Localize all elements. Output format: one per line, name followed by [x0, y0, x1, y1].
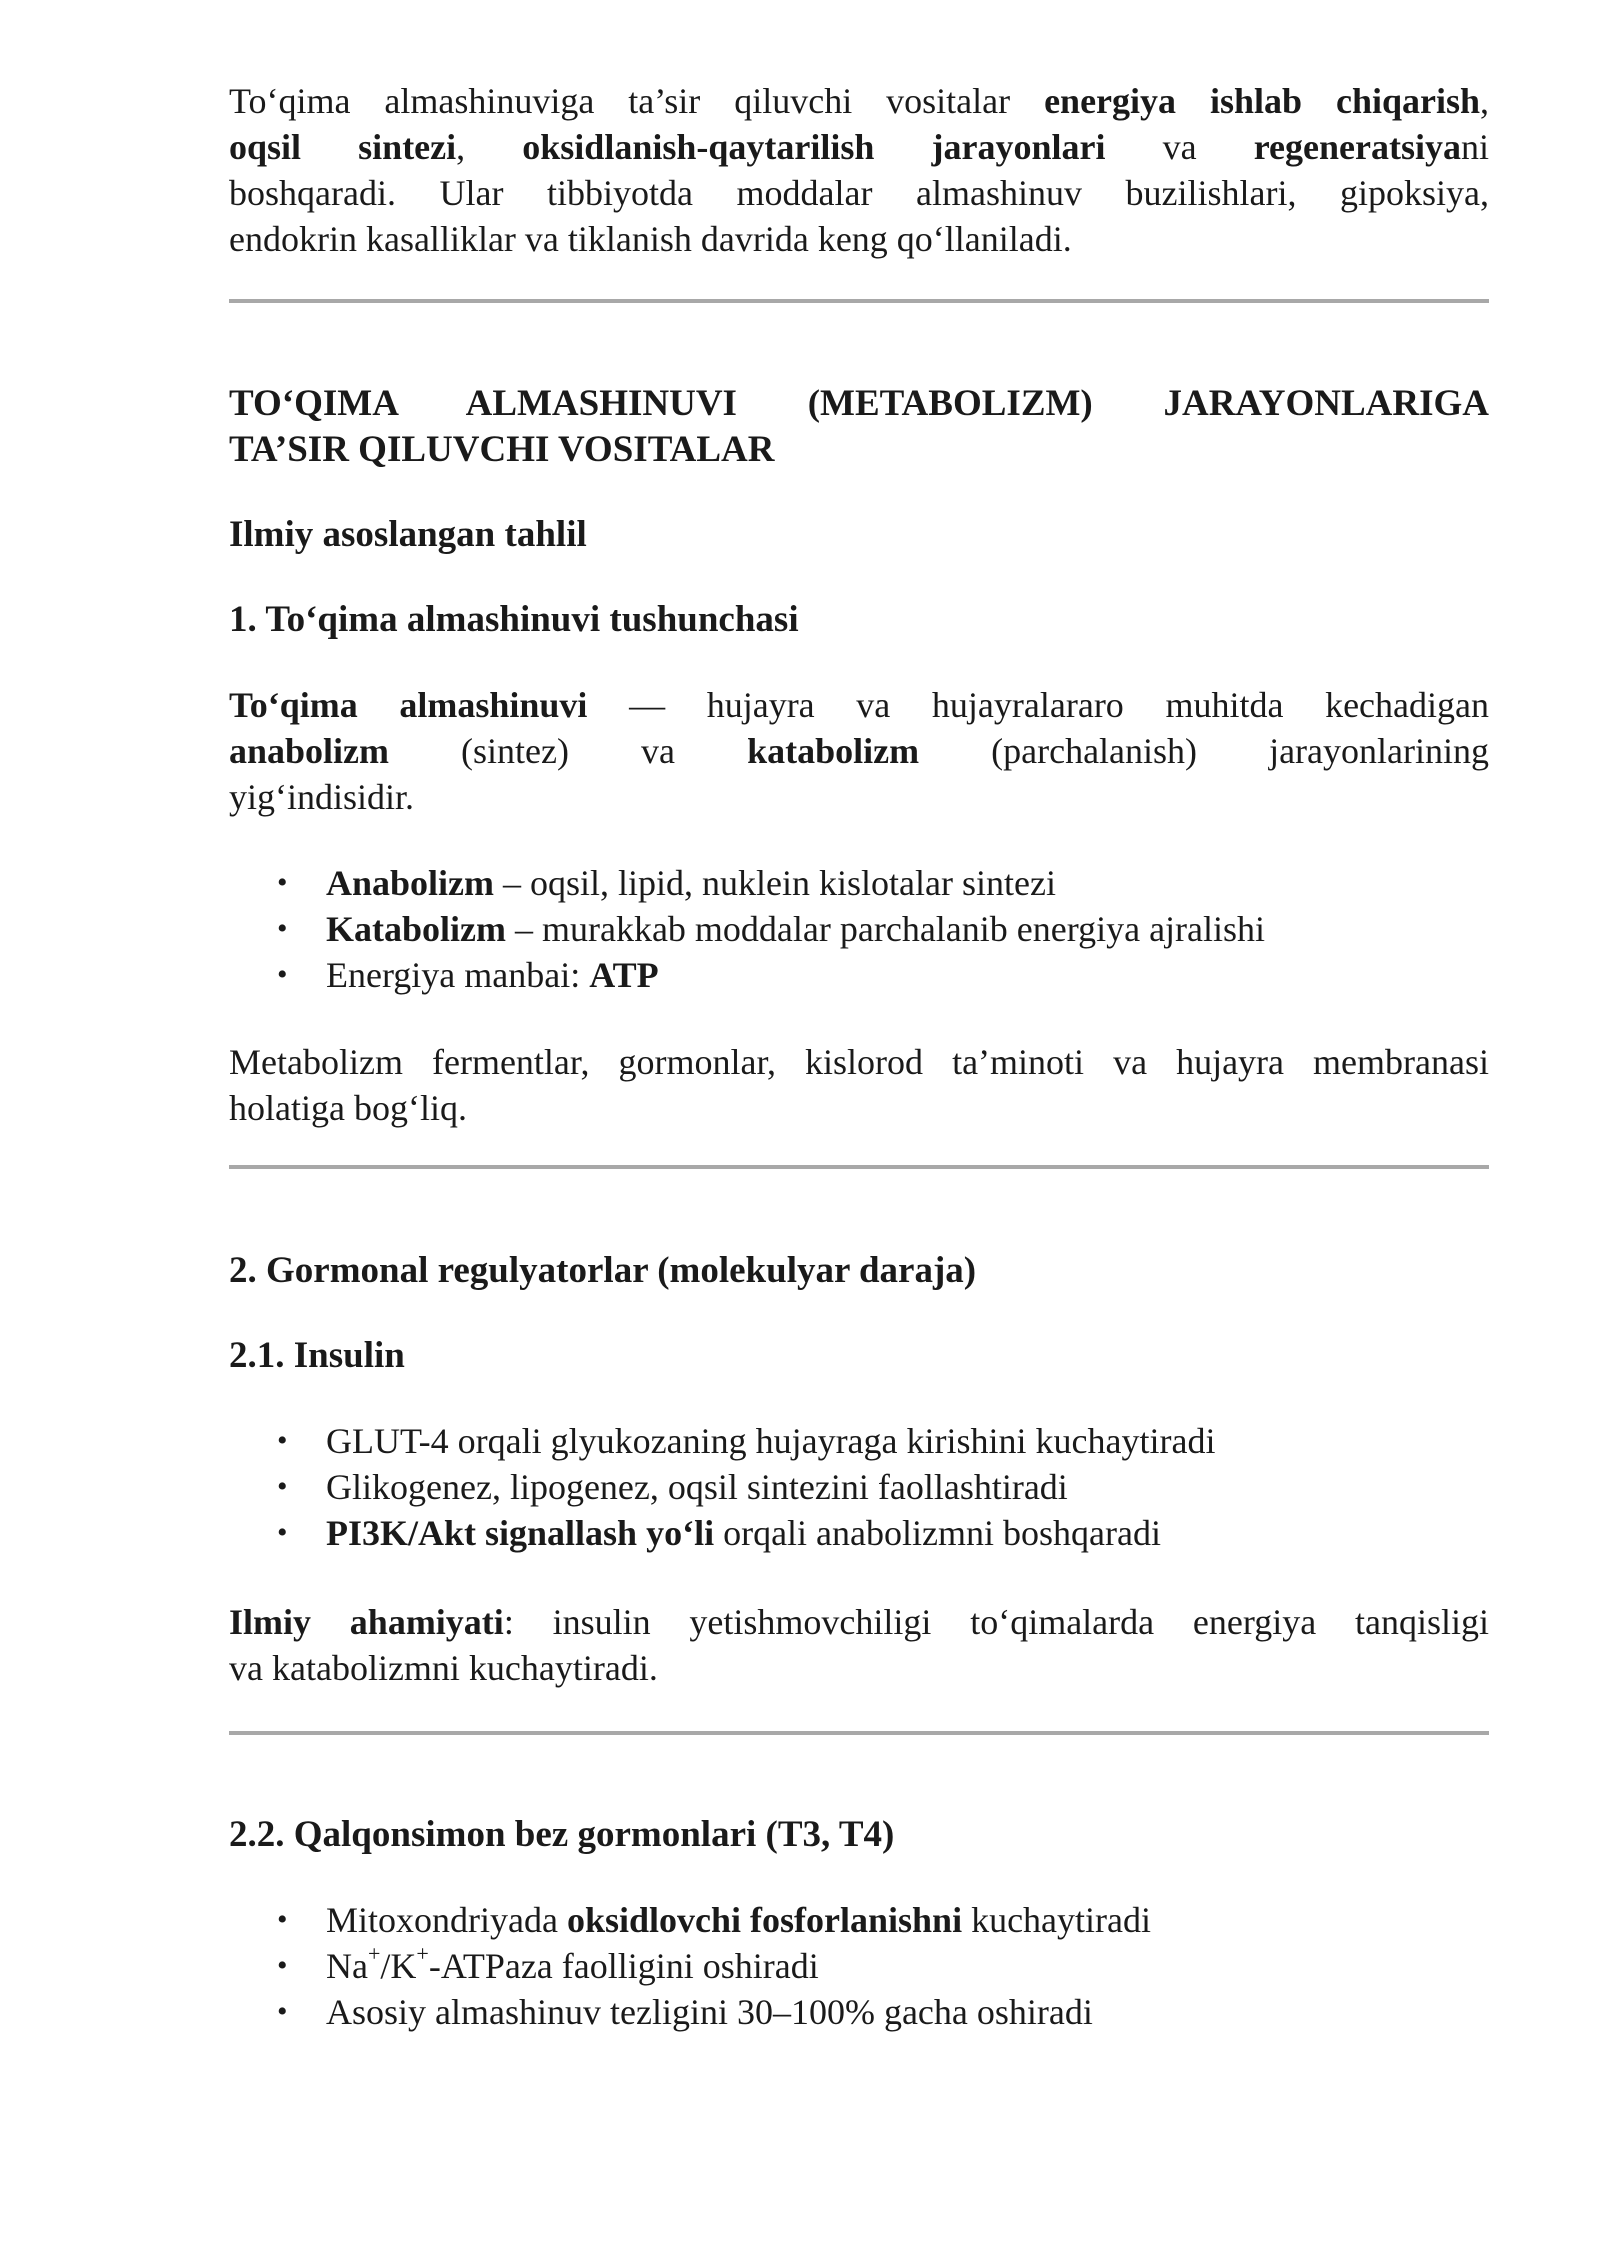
insulin-note [229, 1599, 1489, 1691]
section-2-1-heading: 2.1. Insulin [229, 1335, 405, 1376]
bullet-icon: • [277, 912, 288, 945]
term-bold: katabolizm [747, 731, 920, 771]
note-line-1: Metabolizm fermentlar, gormonlar, kislorod ta’minoti va hujayra membranasi [229, 1042, 1489, 1082]
superscript: + [416, 1941, 429, 1966]
divider [229, 1731, 1489, 1735]
section-1-heading: 1. To‘qima almashinuvi tushunchasi [229, 599, 799, 640]
definition-text: (sintez) va [389, 731, 748, 771]
superscript: + [367, 1941, 381, 1966]
intro-text: va [1105, 127, 1254, 167]
intro-text: , [456, 127, 523, 167]
section-2-heading: 2. Gormonal regulyatorlar (molekulyar daraja) [229, 1250, 977, 1291]
item-bold: Katabolizm [326, 909, 506, 949]
item-text: /K [380, 1946, 417, 1986]
metabolism-list [229, 860, 1489, 998]
list-item [229, 860, 1489, 906]
bullet-icon: • [277, 1470, 288, 1503]
intro-line-3: boshqaradi. Ular tibbiyotda moddalar almashinuv buzilishlari, gipoksiya, [229, 173, 1489, 213]
item-text: Asosiy almashinuv tezligini 30–100% gacha oshiradi [326, 1992, 1093, 2032]
intro-bold: regeneratsiya [1253, 127, 1461, 167]
bullet-icon: • [277, 1949, 288, 1982]
item-text: -ATPaza faolligini oshiradi [428, 1946, 819, 1986]
item-bold: Anabolizm [326, 863, 495, 903]
intro-line-4: endokrin kasalliklar va tiklanish davrida keng qo‘llaniladi. [229, 219, 1072, 259]
bullet-icon: • [277, 866, 288, 899]
item-text: – oqsil, lipid, nuklein kislotalar sintezi [494, 863, 1056, 903]
definition-line-1 [229, 682, 1489, 728]
item-bold: oksidlovchi fosforlanishni [566, 1900, 963, 1940]
intro-bold: energiya ishlab chiqarish [1044, 81, 1481, 121]
list-item [229, 1510, 1489, 1556]
item-text: orqali anabolizmni boshqaradi [714, 1513, 1161, 1553]
item-text: Energiya manbai: [326, 955, 590, 995]
bullet-icon: • [277, 1995, 288, 2028]
intro-bold: oksidlanish-qaytarilish jarayonlari [522, 127, 1106, 167]
list-item [229, 1989, 1489, 2035]
item-text: Mitoxondriyada [326, 1900, 567, 1940]
note-text: : insulin yetishmovchiligi to‘qimalarda energiya tanqisligi [503, 1602, 1489, 1642]
intro-line-1 [229, 78, 1489, 124]
list-item [229, 1464, 1489, 1510]
item-text: Na [326, 1946, 368, 1986]
metabolism-note [229, 1039, 1489, 1131]
intro-text: , [1480, 81, 1490, 121]
title-line-1: TO‘QIMA ALMASHINUVI (METABOLIZM) JARAYONLARIGA [229, 383, 1489, 424]
bullet-icon: • [277, 1424, 288, 1457]
note-bold: Ilmiy ahamiyati [229, 1602, 504, 1642]
list-item [229, 952, 1489, 998]
thyroid-list [229, 1897, 1489, 2035]
item-text: – murakkab moddalar parchalanib energiya ajralishi [505, 909, 1266, 949]
title-line-2: TA’SIR QILUVCHI VOSITALAR [229, 429, 775, 470]
item-text: GLUT-4 orqali glyukozaning hujayraga kirishini kuchaytiradi [326, 1421, 1216, 1461]
definition-text: (parchalanish) jarayonlarining [919, 731, 1489, 771]
document-title [229, 381, 1489, 473]
item-text: Glikogenez, lipogenez, oqsil sintezini faollashtiradi [326, 1467, 1068, 1507]
definition-line-2 [229, 728, 1489, 774]
bullet-icon: • [277, 1516, 288, 1549]
note-line-2: va katabolizmni kuchaytiradi. [229, 1648, 658, 1688]
term-bold: To‘qima almashinuvi [229, 685, 588, 725]
section-2-2-heading: 2.2. Qalqonsimon bez gormonlari (T3, T4) [229, 1814, 895, 1855]
divider [229, 1165, 1489, 1169]
definition-line-3: yig‘indisidir. [229, 777, 415, 817]
intro-line-2 [229, 124, 1489, 170]
intro-text: To‘qima almashinuviga ta’sir qiluvchi vositalar [229, 81, 1045, 121]
term-bold: anabolizm [229, 731, 390, 771]
list-item [229, 1897, 1489, 1943]
note-line-1 [229, 1599, 1489, 1645]
list-item [229, 906, 1489, 952]
definition-text: — hujayra va hujayralararo muhitda kechadigan [587, 685, 1489, 725]
item-text: kuchaytiradi [962, 1900, 1152, 1940]
intro-paragraph [229, 78, 1489, 262]
intro-bold: oqsil sintezi [229, 127, 457, 167]
item-bold: PI3K/Akt signallash yo‘li [326, 1513, 715, 1553]
definition-paragraph [229, 682, 1489, 820]
insulin-list [229, 1418, 1489, 1556]
list-item [229, 1943, 1489, 1989]
bullet-icon: • [277, 958, 288, 991]
bullet-icon: • [277, 1903, 288, 1936]
item-bold: ATP [589, 955, 659, 995]
subtitle: Ilmiy asoslangan tahlil [229, 514, 587, 555]
intro-text: ni [1460, 127, 1489, 167]
list-item [229, 1418, 1489, 1464]
divider [229, 299, 1489, 303]
note-line-2: holatiga bog‘liq. [229, 1088, 467, 1128]
